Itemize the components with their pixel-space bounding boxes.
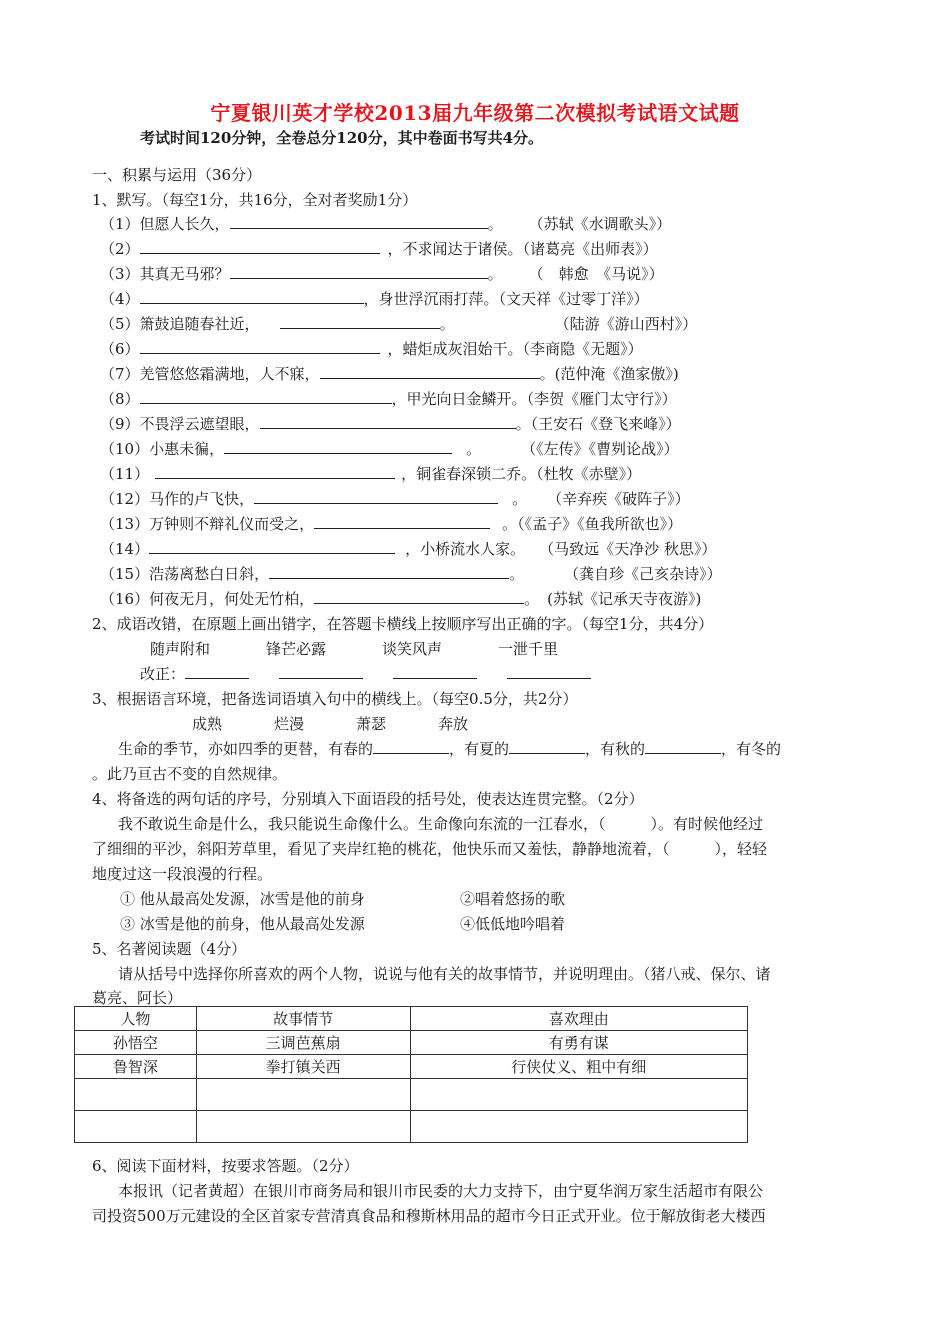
exam-title: 宁夏银川英才学校2013届九年级第二次模拟考试语文试题 [210,101,740,125]
correction-row [140,664,591,684]
q4-paragraph: 我不敢说生命是什么，我只能说生命像什么。生命像向东流的一江春水，（ ）。有时候他经过 [118,815,764,833]
table-cell-blank[interactable] [410,1079,748,1111]
word-bank [192,714,524,734]
table-header: 人物 [75,1007,197,1031]
table-header: 喜欢理由 [410,1007,748,1031]
q3-sentence: 生命的季节，亦如四季的更替，有春的 ，有夏的 ，有秋的 ，有冬的 [118,740,782,758]
answer-blank[interactable] [140,339,380,354]
word-option: 奔放 [438,715,469,733]
table-cell: 有勇有谋 [410,1031,748,1055]
q5-paragraph: 葛亮、阿长） [92,989,183,1007]
table-cell-blank[interactable] [196,1111,410,1143]
table-row [75,1031,748,1055]
answer-blank[interactable] [140,389,392,404]
answer-blank[interactable] [314,589,524,604]
q6-paragraph: 本报讯（记者黄超）在银川市商务局和银川市民委的大力支持下，由宁夏华润万家生活超市有限公 [118,1182,764,1200]
q1-item: （13）万钟则不辩礼仪而受之， 。（《孟子》《鱼我所欲也》） [100,515,683,533]
word-option: 烂漫 [274,715,305,733]
table-row [75,1079,748,1111]
fill-blank[interactable] [645,739,721,754]
word-option: 成熟 [192,715,223,733]
reading-table [74,1006,748,1143]
q1-item: （10）小惠未徧， 。 （《左传》《曹刿论战》） [100,440,679,458]
correction-blank[interactable] [279,664,363,679]
exam-subtitle: 考试时间120分钟，全卷总分120分，其中卷面书写共4分。 [140,129,544,147]
q1-item: （11） ，铜雀春深锁二乔。（杜牧《赤壁》） [100,465,642,483]
word-option: 萧瑟 [356,715,387,733]
option: ④低低地吟唱着 [460,915,566,933]
answer-blank[interactable] [155,464,395,479]
table-row [75,1111,748,1143]
q1-item: （2） ，不求闻达于诸侯。（诸葛亮《出师表》） [100,240,658,258]
q4-paragraph: 了细细的平沙，斜阳芳草里，看见了夹岸红艳的桃花，他快乐而又羞怯，静静地流着，（ ），轻轻 [92,840,768,858]
q1-item: （15）浩荡离愁白日斜， 。 （龚自珍《己亥杂诗》） [100,565,722,583]
table-cell-blank[interactable] [410,1111,748,1143]
answer-blank[interactable] [269,564,509,579]
q6-heading: 6、阅读下面材料，按要求答题。（2分） [92,1157,359,1175]
q5-paragraph: 请从括号中选择你所喜欢的两个人物，说说与他有关的故事情节，并说明理由。（猪八戒、保尔、诸 [118,965,771,983]
idiom: 锋芒必露 [266,640,327,658]
q4-paragraph: 地度过这一段浪漫的行程。 [92,865,273,883]
q1-item: （8） ，甲光向日金鳞开。（李贺《雁门太守行》） [100,390,677,408]
q1-item: （5）箫鼓追随春社近， 。 （陆游《游山西村》） [100,315,698,333]
q5-heading: 5、名著阅读题（4分） [92,940,247,958]
table-cell: 孙悟空 [75,1031,197,1055]
fill-blank[interactable] [509,739,585,754]
idiom: 谈笑风声 [382,640,443,658]
fill-blank[interactable] [373,739,449,754]
table-row [75,1055,748,1079]
table-cell: 三调芭蕉扇 [196,1031,410,1055]
option: ① 他从最高处发源，冰雪是他的前身 [120,890,365,908]
q4-heading: 4、将备选的两句话的序号，分别填入下面语段的括号处，使表达连贯完整。（2分） [92,790,644,808]
correction-blank[interactable] [185,664,249,679]
q1-item: （6） ，蜡炬成灰泪始干。（李商隐《无题》） [100,340,643,358]
correction-blank[interactable] [507,664,591,679]
q1-item: （7）羌管悠悠霜满地，人不寐， 。(范仲淹《渔家傲》) [100,365,679,383]
q1-item: （14） ，小桥流水人家。 （马致远《天净沙 秋思》） [100,540,717,558]
correction-blank[interactable] [393,664,477,679]
correction-label: 改正： [140,665,186,683]
q1-item: （16）何夜无月，何处无竹柏， 。 (苏轼《记承天寺夜游》) [100,590,702,608]
q3-sentence-end: 。此乃亘古不变的自然规律。 [92,765,288,783]
table-cell-blank[interactable] [196,1079,410,1111]
table-cell: 鲁智深 [75,1055,197,1079]
answer-blank[interactable] [280,314,440,329]
q1-item: （4） ，身世浮沉雨打萍。（文天祥《过零丁洋》） [100,290,649,308]
table-cell: 行侠仗义、粗中有细 [410,1055,748,1079]
q4-options [120,914,565,934]
idiom: 一泄千里 [498,640,559,658]
section-heading: 一、积累与运用（36分） [92,166,262,184]
table-header: 故事情节 [196,1007,410,1031]
q1-item: （12）马作的卢飞快， 。 （辛弃疾《破阵子》） [100,490,690,508]
q1-item: （9）不畏浮云遮望眼， 。（王安石《登飞来峰》） [100,415,681,433]
answer-blank[interactable] [140,239,380,254]
q4-options [120,889,565,909]
table-cell: 拳打镇关西 [196,1055,410,1079]
option: ③ 冰雪是他的前身，他从最高处发源 [120,915,365,933]
q6-paragraph: 司投资500万元建设的全区首家专营清真食品和穆斯林用品的超市今日正式开业。位于解放街老大楼西 [92,1207,766,1225]
idiom: 随声附和 [150,640,211,658]
answer-blank[interactable] [254,489,498,504]
table-cell-blank[interactable] [75,1079,197,1111]
answer-blank[interactable] [149,539,395,554]
answer-blank[interactable] [224,439,452,454]
answer-blank[interactable] [314,514,490,529]
answer-blank[interactable] [140,289,364,304]
q1-heading: 1、默写。（每空1分，共16分，全对者奖励1分） [92,191,418,209]
answer-blank[interactable] [230,264,488,279]
q1-item: （1）但愿人长久， 。 （苏轼《水调歌头》） [100,215,672,233]
q2-heading: 2、成语改错，在原题上画出错字，在答题卡横线上按顺序写出正确的字。（每空1分，共4分） [92,615,714,633]
table-header-row [75,1007,748,1031]
answer-blank[interactable] [260,414,516,429]
idiom-list [150,639,614,659]
q3-heading: 3、根据语言环境，把备选词语填入句中的横线上。（每空0.5分，共2分） [92,690,578,708]
q1-item: （3）其真无马邪？ 。 （ 韩愈 《马说》） [100,265,664,283]
option: ②唱着悠扬的歌 [460,890,566,908]
table-cell-blank[interactable] [75,1111,197,1143]
answer-blank[interactable] [230,214,488,229]
answer-blank[interactable] [320,364,540,379]
